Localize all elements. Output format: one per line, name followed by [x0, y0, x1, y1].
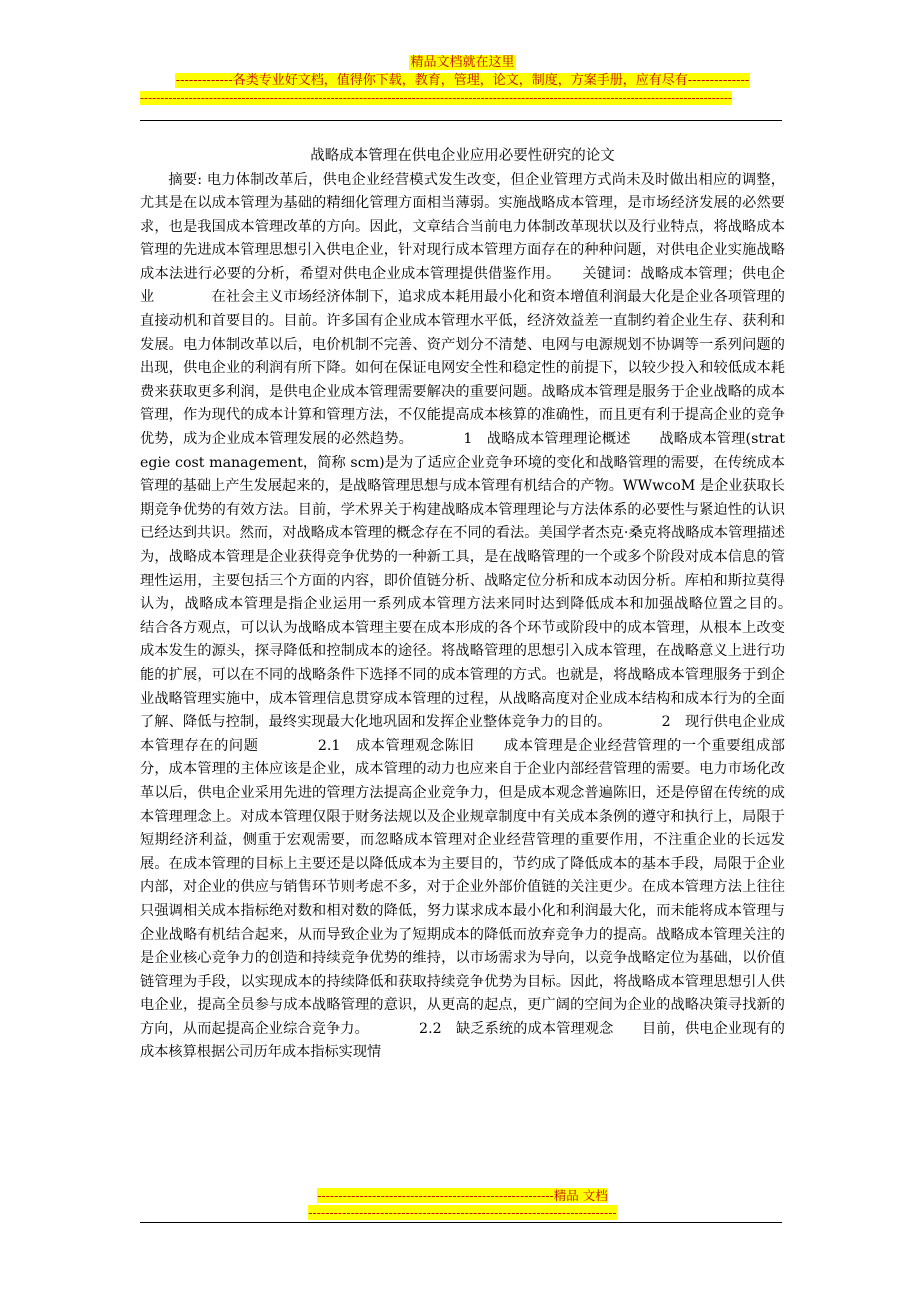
footer-banner-text: --------------------------------------------------------精品 文档: [317, 1188, 608, 1203]
header-banner-slogan-text: -------------各类专业好文档，值得你下载，教育，管理，论文，制度，方案手册，应有尽有--------------: [175, 73, 750, 88]
footer-rule: [140, 1222, 782, 1223]
document-content: [140, 145, 814, 1065]
document-body: 摘要: 电力体制改革后，供电企业经营模式发生改变，但企业管理方式尚未及时做出相应的调整，尤其是在以成本管理为基础的精细化管理方面相当薄弱。实施战略成本管理，是市场经济发展的必然要求，也是我国成本管理改革的方向。因此，文章结合当前电力体制改革现状以及行业特点，将战略成本管理的先进成本管理思想引入供电企业，针对现行成本管理方面存在的种种问题，对供电企业实施战略成本法进行必要的分析，希望对供电企业成本管理提供借鉴作用。 关键词：战略成本管理；供电企业 在社会主义市场经济体制下，追求成本耗用最小化和资本增值利润最大化是企业各项管理的直接动机和首要目的。目前。许多国有企业成本管理水平低，经济效益差一直制约着企业生存、获利和发展。电力体制改革以后，电价机制不完善、资产划分不清楚、电网与电源规划不协调等一系列问题的出现，供电企业的利润有所下降。如何在保证电网安全性和稳定性的前提下，以较少投入和较低成本耗费来获取更多利润，是供电企业成本管理需要解决的重要问题。战略成本管理是服务于企业战略的成本管理，作为现代的成本计算和管理方法，不仅能提高成本核算的准确性，而且更有利于提高企业的竞争优势，成为企业成本管理发展的必然趋势。 1 战略成本管理理论概述 战略成本管理(strategie cost management，简称 scm)是为了适应企业竞争环境的变化和战略管理的需要，在传统成本管理的基础上产生发展起来的，是战略管理思想与成本管理有机结合的产物。WWwcoM 是企业获取长期竞争优势的有效方法。目前，学术界关于构建战略成本管理理论与方法体系的必要性与紧迫性的认识已经达到共识。然而，对战略成本管理的概念存在不同的看法。美国学者杰克·桑克将战略成本管理描述为，战略成本管理是企业获得竞争优势的一种新工具，是在战略管理的一个或多个阶段对成本信息的管理性运用，主要包括三个方面的内容，即价值链分析、战略定位分析和成本动因分析。库柏和斯拉莫得认为，战略成本管理是指企业运用一系列成本管理方法来同时达到降低成本和加强战略位置之目的。 结合各方观点，可以认为战略成本管理主要在成本形成的各个环节或阶段中的成本管理，从根本上改变成本发生的源头，探寻降低和控制成本的途径。将战略管理的思想引入成本管理，在战略意义上进行功能的扩展，可以在不同的战略条件下选择不同的成本管理的方式。也就是，将战略成本管理服务于到企业战略管理实施中，成本管理信息贯穿成本管理的过程，从战略高度对企业成本结构和成本行为的全面了解、降低与控制，最终实现最大化地巩固和发挥企业整体竞争力的目的。 2 现行供电企业成本管理存在的问题 2.1 成本管理观念陈旧 成本管理是企业经营管理的一个重要组成部分，成本管理的主体应该是企业，成本管理的动力也应来自于企业内部经营管理的需要。电力市场化改革以后，供电企业采用先进的管理方法提高企业竞争力，但是成本观念普遍陈旧，还是停留在传统的成本管理理念上。对成本管理仅限于财务法规以及企业规章制度中有关成本条例的遵守和执行上，局限于短期经济利益，侧重于宏观需要，而忽略成本管理对企业经营管理的重要作用，不注重企业的长远发展。在成本管理的目标上主要还是以降低成本为主要目的，节约成了降低成本的基本手段，局限于企业内部，对企业的供应与销售环节则考虑不多，对于企业外部价值链的关注更少。在成本管理方法上往往只强调相关成本指标绝对数和相对数的降低，努力谋求成本最小化和利润最大化，而未能将成本管理与企业战略有机结合起来，从而导致企业为了短期成本的降低而放弃竞争力的提高。战略成本管理关注的是企业核心竞争力的创造和持续竞争优势的维持，以市场需求为导向，以竞争战略定位为基础，以价值链管理为手段，以实现成本的持续降低和获取持续竞争优势为目标。因此，将战略成本管理思想引人供电企业，提高全员参与成本战略管理的意识，从更高的起点，更广阔的空间为企业的战略决策寻找新的方向，从而起提高企业综合竞争力。 2.2 缺乏系统的成本管理观念 目前，供电企业现有的成本核算根据公司历年成本指标实现情: [140, 171, 814, 1061]
header-banner-title: [140, 54, 785, 72]
footer-banner: [300, 1187, 625, 1204]
document-title: 战略成本管理在供电企业应用必要性研究的论文: [310, 148, 615, 164]
footer-dash-line: [300, 1204, 625, 1221]
header-rule: [140, 120, 782, 121]
footer-dash-line-text: -------------------------------------------------------------------------: [308, 1205, 617, 1220]
header-banner-title-text: 精品文档就在这里: [410, 55, 515, 70]
page-header: [140, 54, 785, 107]
header-dash-line: [140, 90, 785, 107]
header-dash-line-text: --------------------------------------------------------------------------------------------------------------------------------------------------: [140, 91, 732, 105]
page-footer: [300, 1187, 625, 1221]
header-banner-slogan: [140, 72, 785, 90]
